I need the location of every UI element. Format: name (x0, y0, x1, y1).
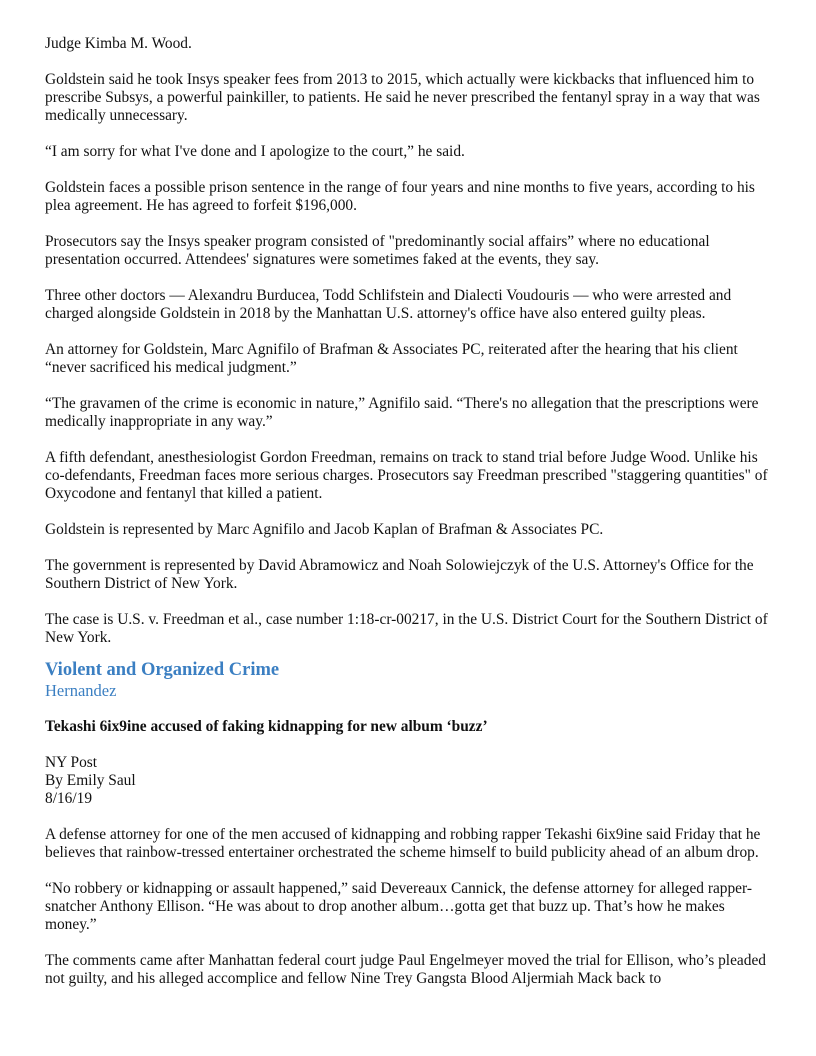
article-paragraph: A defense attorney for one of the men accused of kidnapping and robbing rapper Tekashi 6ix9ine said Friday that he believes that rainbow-tressed entertainer orchestrated the scheme himself to build publicity ahead of an album drop. (45, 826, 761, 861)
article-paragraph: The comments came after Manhattan federal court judge Paul Engelmeyer moved the trial for Ellison, who’s pleaded not guilty, and his alleged accomplice and fellow Nine Trey Gangsta Blood Aljermiah Mack back to (45, 952, 766, 987)
article-title: Tekashi 6ix9ine accused of faking kidnapping for new album ‘buzz’ (45, 718, 488, 735)
paragraph: Prosecutors say the Insys speaker program consisted of "predominantly social affairs” where no educational presentation occurred. Attendees' signatures were sometimes faked at the events, they say. (45, 233, 710, 268)
paragraph: Goldstein faces a possible prison sentence in the range of four years and nine months to five years, according to his plea agreement. He has agreed to forfeit $196,000. (45, 179, 755, 214)
paragraph: Three other doctors — Alexandru Burducea, Todd Schlifstein and Dialecti Voudouris — who were arrested and charged alongside Goldstein in 2018 by the Manhattan U.S. attorney's office have also entered guilty pleas. (45, 287, 732, 322)
paragraph: Goldstein is represented by Marc Agnifilo and Jacob Kaplan of Brafman & Associates PC. (45, 521, 604, 538)
article-date: 8/16/19 (45, 790, 93, 807)
paragraph: The government is represented by David Abramowicz and Noah Solowiejczyk of the U.S. Attorney's Office for the Southern District of New York. (45, 557, 754, 592)
paragraph: “The gravamen of the crime is economic in nature,” Agnifilo said. “There's no allegation that the prescriptions were medically inappropriate in any way.” (45, 395, 759, 430)
paragraph: The case is U.S. v. Freedman et al., case number 1:18-cr-00217, in the U.S. District Court for the Southern District of New York. (45, 611, 768, 646)
article-meta (45, 754, 773, 808)
paragraph: Goldstein said he took Insys speaker fees from 2013 to 2015, which actually were kickbacks that influenced him to prescribe Subsys, a powerful painkiller, to patients. He said he never prescribed the fentanyl spray in a way that was medically unnecessary. (45, 71, 760, 124)
article-byline: By Emily Saul (45, 772, 136, 789)
document-page (45, 35, 773, 1006)
paragraph: “I am sorry for what I've done and I apologize to the court,” he said. (45, 143, 465, 160)
section-heading: Violent and Organized Crime (45, 660, 280, 680)
article-paragraph: “No robbery or kidnapping or assault happened,” said Devereaux Cannick, the defense attorney for alleged rapper-snatcher Anthony Ellison. “He was about to drop another album…gotta get that buzz up. That’s how he makes money.” (45, 880, 752, 933)
section-subheading: Hernandez (45, 681, 117, 700)
paragraph: An attorney for Goldstein, Marc Agnifilo of Brafman & Associates PC, reiterated after the hearing that his client “never sacrificed his medical judgment.” (45, 341, 738, 376)
paragraph: Judge Kimba M. Wood. (45, 35, 192, 52)
article-source: NY Post (45, 754, 98, 771)
paragraph: A fifth defendant, anesthesiologist Gordon Freedman, remains on track to stand trial before Judge Wood. Unlike his co-defendants, Freedman faces more serious charges. Prosecutors say Freedman prescribed "staggering quantities" of Oxycodone and fentanyl that killed a patient. (45, 449, 768, 502)
